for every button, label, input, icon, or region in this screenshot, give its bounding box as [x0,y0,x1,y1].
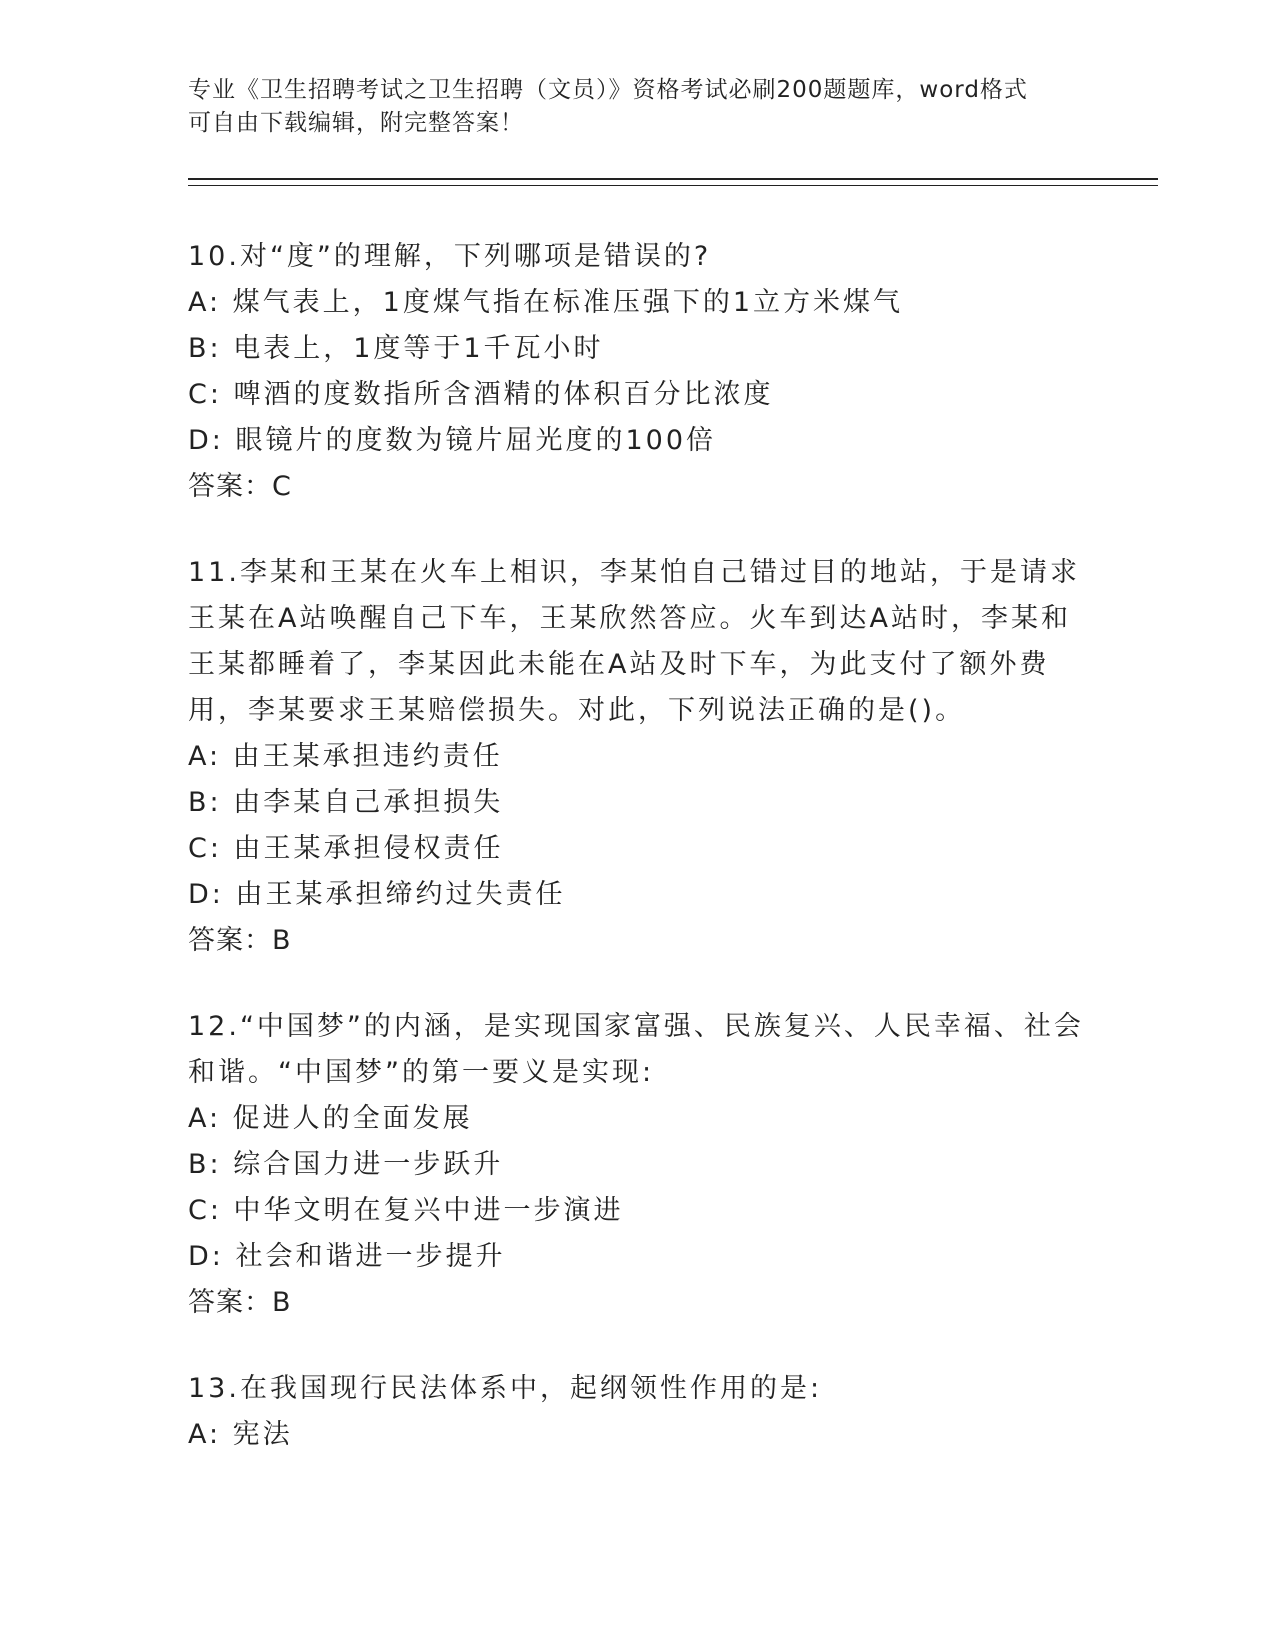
option-c: C: 由王某承担侵权责任 [188,833,504,864]
question-stem: 11.李某和王某在火车上相识，李某怕自己错过目的地站，于是请求王某在A站唤醒自己下车，王某欣然答应。火车到达A站时，李某和王某都睡着了，李某因此未能在A站及时下车，为此支付了额外费用，李某要求王某赔偿损失。对此，下列说法正确的是()。 [188,557,1080,726]
option-d: D: 眼镜片的度数为镜片屈光度的100倍 [188,425,717,456]
question-stem: 10.对“度”的理解，下列哪项是错误的? [188,241,712,272]
header-divider [188,178,1158,186]
option-b: B: 综合国力进一步跃升 [188,1149,504,1180]
question-13 [188,1366,1088,1458]
answer-line: 答案：C [188,471,292,502]
option-a: A: 由王某承担违约责任 [188,741,503,772]
option-d: D: 社会和谐进一步提升 [188,1241,506,1272]
option-a: A: 宪法 [188,1419,293,1450]
header-line-2: 可自由下载编辑，附完整答案！ [188,110,524,136]
option-b: B: 由李某自己承担损失 [188,787,504,818]
question-12 [188,1004,1088,1326]
question-11 [188,550,1088,964]
option-d: D: 由王某承担缔约过失责任 [188,879,566,910]
answer-line: 答案：B [188,1287,292,1318]
document-header [188,74,1088,140]
option-c: C: 中华文明在复兴中进一步演进 [188,1195,624,1226]
answer-line: 答案：B [188,925,292,956]
option-b: B: 电表上，1度等于1千瓦小时 [188,333,604,364]
question-list [188,234,1088,1498]
question-stem: 12.“中国梦”的内涵，是实现国家富强、民族复兴、人民幸福、社会和谐。“中国梦”的第一要义是实现: [188,1011,1084,1088]
option-a: A: 促进人的全面发展 [188,1103,473,1134]
option-c: C: 啤酒的度数指所含酒精的体积百分比浓度 [188,379,774,410]
header-line-1: 专业《卫生招聘考试之卫生招聘（文员）》资格考试必刷200题题库，word格式 [188,77,1028,103]
question-stem: 13.在我国现行民法体系中，起纲领性作用的是: [188,1373,823,1404]
question-10 [188,234,1088,510]
option-a: A: 煤气表上，1度煤气指在标准压强下的1立方米煤气 [188,287,904,318]
